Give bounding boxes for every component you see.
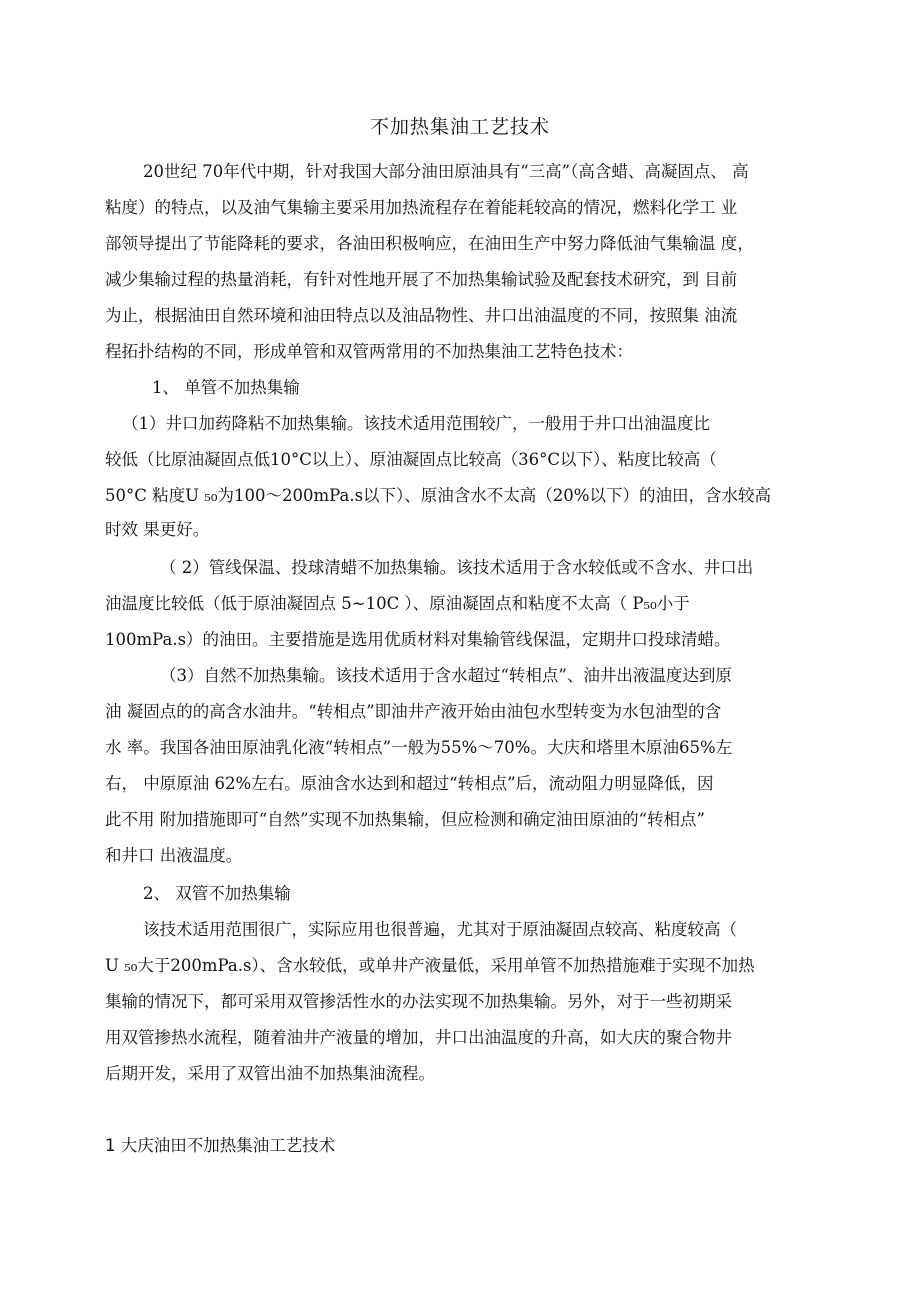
section-3-heading: 1 大庆油田不加热集油工艺技术: [105, 1136, 336, 1155]
section-1-heading: 1、 单管不加热集输: [152, 378, 300, 397]
section-2-line-3: 集输的情况下，都可采用双管掺活性水的办法实现不加热集输。另外，对于一些初期采: [105, 992, 732, 1011]
section-2-line-2: U ₅₀大于200mPa.s）、含水较低，或单井产液量低，采用单管不加热措施难于实现不加热: [105, 956, 755, 975]
item-2-line-2: 油温度比较低（低于原油凝固点 5~10C ）、原油凝固点和粘度不太高（ P₅₀小于: [105, 594, 690, 613]
item-3-line-3: 水 率。我国各油田原油乳化液“转相点”一般为55%〜70%。大庆和塔里木原油65%左: [105, 738, 733, 757]
item-1-line-3: 50°C 粘度U ₅₀为100〜200mPa.s以下）、原油含水不太高（20%以下）的油田，含水较高: [105, 486, 771, 505]
intro-line-6: 程拓扑结构的不同，形成单管和双管两常用的不加热集油工艺特色技术：: [105, 342, 633, 361]
section-2-heading: 2、 双管不加热集输: [143, 884, 291, 903]
item-3-line-1: （3）自然不加热集输。该技术适用于含水超过“转相点”、油井出液温度达到原: [160, 666, 732, 685]
section-2-line-4: 用双管掺热水流程，随着油井产液量的增加，井口出油温度的升高，如大庆的聚合物井: [105, 1028, 732, 1047]
section-2-line-5: 后期开发，采用了双管出油不加热集油流程。: [105, 1064, 435, 1083]
item-1-line-4: 时效 果更好。: [105, 520, 210, 539]
section-2-line-1: 该技术适用范围很广，实际应用也很普遍，尤其对于原油凝固点较高、粘度较高（: [143, 920, 737, 939]
intro-line-3: 部领导提出了节能降耗的要求，各油田积极响应，在油田生产中努力降低油气集输温 度，: [105, 234, 754, 253]
intro-line-2: 粘度）的特点，以及油气集输主要采用加热流程存在着能耗较高的情况，燃料化学工 业: [105, 198, 738, 217]
item-3-line-2: 油 凝固点的的高含水油井。“转相点”即油井产液开始由油包水型转变为水包油型的含: [105, 702, 722, 721]
item-3-line-4: 右， 中原原油 62%左右。原油含水达到和超过“转相点”后，流动阻力明显降低，因: [105, 774, 714, 793]
item-3-line-6: 和井口 出液温度。: [105, 846, 243, 865]
document-title: 不加热集油工艺技术: [369, 116, 550, 138]
item-1-line-2: 较低（比原油凝固点低10°C以上）、原油凝固点比较高（36°C以下）、粘度比较高（: [105, 450, 717, 469]
item-2-line-1: （ 2）管线保温、投球清蜡不加热集输。该技术适用于含水较低或不含水、井口出: [160, 558, 754, 577]
intro-line-5: 为止，根据油田自然环境和油田特点以及油品物性、井口出油温度的不同，按照集 油流: [105, 306, 738, 325]
item-1-line-1: （1）井口加药降粘不加热集输。该技术适用范围较广，一般用于井口出油温度比: [122, 414, 710, 433]
intro-line-1: 20世纪 70年代中期，针对我国大部分油田原油具有“三高”（高含蜡、高凝固点、 高: [143, 162, 749, 181]
item-2-line-3: 100mPa.s）的油田。主要措施是选用优质材料对集输管线保温，定期井口投球清蜡。: [105, 630, 731, 649]
item-3-line-5: 此不用 附加措施即可“自然”实现不加热集输，但应检测和确定油田原油的“转相点”: [105, 810, 705, 829]
intro-line-4: 减少集输过程的热量消耗，有针对性地开展了不加热集输试验及配套技术研究，到 目前: [105, 270, 738, 289]
